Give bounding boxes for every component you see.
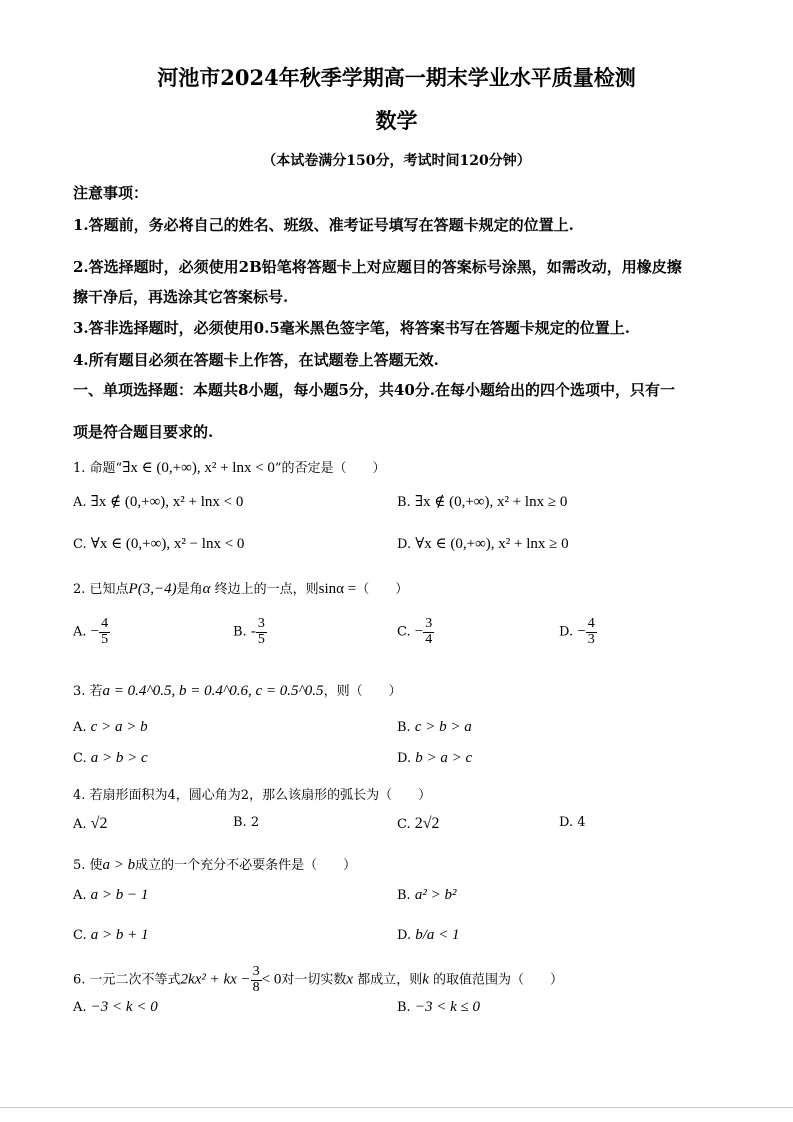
option-d <box>559 617 597 647</box>
question-suffix: ”的否定是（ ） <box>274 461 386 476</box>
question-4: 4. 若扇形面积为4，圆心角为2，那么该扇形的弧长为（ ） <box>73 788 432 803</box>
instruction-item: 2.答选择题时，必须使用2B铅笔将答题卡上对应题目的答案标号涂黑，如需改动，用橡皮擦 <box>73 258 682 276</box>
section-heading: 一、单项选择题：本题共8小题，每小题5分，共40分.在每小题给出的四个选项中，只有一 <box>73 381 675 399</box>
math-variable: x <box>346 971 354 988</box>
option-text: ∀x ∈ (0,+∞), x² + lnx ≥ 0 <box>415 536 569 552</box>
fraction <box>251 965 262 995</box>
option-label: C. <box>397 817 411 832</box>
denominator: 3 <box>587 631 595 647</box>
math-expression: a = 0.4^0.5, b = 0.4^0.6, c = 0.5^0.5 <box>102 683 324 699</box>
option-c <box>73 750 148 767</box>
page-bottom-divider <box>0 1107 793 1108</box>
section-heading-cont: 项是符合题目要求的. <box>73 423 214 441</box>
option-b <box>233 815 259 830</box>
fraction <box>423 617 434 647</box>
option-label: D. <box>397 537 412 552</box>
option-a <box>73 815 107 833</box>
question-prefix: 2. 已知点 <box>73 582 129 597</box>
instruction-item: 3.答非选择题时，必须使用0.5毫米黑色签字笔，将答案书写在答题卡规定的位置上. <box>73 319 630 337</box>
option-text: a² > b² <box>414 887 457 903</box>
option-label: D. <box>397 751 412 766</box>
question-1 <box>73 457 386 477</box>
option-label: B. <box>397 495 411 510</box>
option-label: D. <box>559 624 574 640</box>
option-d <box>559 815 586 830</box>
option-label: A. <box>73 817 87 832</box>
option-d <box>397 927 460 944</box>
option-b <box>397 999 480 1016</box>
option-text: ∃x ∉ (0,+∞), x² + lnx < 0 <box>90 494 244 510</box>
denominator: 5 <box>101 631 109 647</box>
math-variable: k <box>422 971 429 988</box>
question-3 <box>73 680 402 700</box>
option-text: b > a > c <box>415 750 473 766</box>
option-label: B. <box>397 720 411 735</box>
question-text: 终边上的一点，则 <box>214 582 319 597</box>
option-text: c > b > a <box>414 719 472 735</box>
option-sign: − <box>414 623 424 640</box>
option-label: A. <box>73 720 87 735</box>
question-suffix: ，则（ ） <box>323 684 402 699</box>
fraction <box>256 617 267 647</box>
numerator: 3 <box>425 616 433 631</box>
math-expression: ∃x ∈ (0,+∞), x² + lnx < 0 <box>122 460 275 476</box>
option-text: c > a > b <box>90 719 148 735</box>
option-text: √2 <box>90 815 108 832</box>
option-sign: − <box>90 623 100 640</box>
question-suffix: （ ） <box>356 582 409 597</box>
option-a <box>73 492 243 511</box>
option-text: ∃x ∉ (0,+∞), x² + lnx ≥ 0 <box>414 494 568 510</box>
option-label: A. <box>73 495 87 510</box>
instruction-item: 4.所有题目必须在答题卡上作答，在试题卷上答题无效. <box>73 351 439 369</box>
option-d <box>397 534 569 553</box>
math-sin: sinα = <box>318 581 357 597</box>
option-label: A. <box>73 624 87 640</box>
question-prefix: 1. 命题“ <box>73 461 123 476</box>
instruction-item: 擦干净后，再选涂其它答案标号. <box>73 288 289 306</box>
option-label: B. <box>397 1000 411 1015</box>
question-suffix: 成立的一个充分不必要条件是（ ） <box>135 858 357 873</box>
question-6 <box>73 965 563 995</box>
option-a <box>73 617 110 647</box>
denominator: 8 <box>252 979 260 995</box>
question-suffix: 的取值范围为（ ） <box>433 972 564 988</box>
option-c <box>397 815 440 833</box>
option-text: a > b + 1 <box>90 927 149 943</box>
math-expression: a > b <box>102 857 136 873</box>
math-expression: 2kx² + kx − <box>180 971 251 988</box>
option-a <box>73 719 148 736</box>
option-b <box>397 887 456 904</box>
option-c <box>397 617 434 647</box>
option-label: D. 4 <box>559 815 586 830</box>
option-text: −3 < k < 0 <box>90 999 158 1015</box>
option-label: D. <box>397 928 412 943</box>
exam-title: 河池市2024年秋季学期高一期末学业水平质量检测 <box>157 65 636 90</box>
option-c <box>73 534 244 553</box>
option-a <box>73 887 148 904</box>
option-text: −3 < k ≤ 0 <box>414 999 480 1015</box>
option-c <box>73 927 149 944</box>
question-text: 都成立，则 <box>357 972 423 988</box>
option-d <box>397 750 472 767</box>
denominator: 5 <box>257 631 265 647</box>
option-text: a > b > c <box>90 750 148 766</box>
option-text: b/a < 1 <box>415 927 460 943</box>
option-label: C. <box>73 751 87 766</box>
question-2 <box>73 578 408 598</box>
option-label: B. <box>233 624 247 640</box>
numerator: 4 <box>101 616 109 631</box>
option-label: B. <box>397 888 411 903</box>
option-a <box>73 999 158 1016</box>
numerator: 3 <box>252 964 260 979</box>
option-sign: − <box>577 623 586 640</box>
option-b <box>233 617 267 647</box>
question-prefix: 6. 一元二次不等式 <box>73 972 181 988</box>
option-label: C. <box>397 624 411 640</box>
option-label: C. <box>73 928 87 943</box>
exam-note: （本试卷满分150分，考试时间120分钟） <box>262 153 531 169</box>
option-text: a > b − 1 <box>90 887 149 903</box>
question-prefix: 3. 若 <box>73 684 103 699</box>
math-alpha: α <box>202 581 211 597</box>
question-5 <box>73 854 356 874</box>
option-label: B. 2 <box>233 815 260 830</box>
option-text: 2√2 <box>414 815 440 832</box>
option-b <box>397 492 567 511</box>
instruction-item: 1.答题前，务必将自己的姓名、班级、准考证号填写在答题卡规定的位置上. <box>73 216 574 234</box>
fraction <box>586 617 597 647</box>
math-point: P(3,−4) <box>128 581 177 597</box>
option-label: C. <box>73 537 87 552</box>
instructions-heading: 注意事项： <box>73 184 149 202</box>
option-sign: - <box>250 623 256 640</box>
option-b <box>397 719 472 736</box>
math-expression: < 0 <box>261 971 282 988</box>
question-text: 对一切实数 <box>281 972 347 988</box>
subject-title: 数学 <box>375 108 418 133</box>
question-prefix: 5. 使 <box>73 858 103 873</box>
option-label: A. <box>73 888 87 903</box>
question-text: 是角 <box>176 582 203 597</box>
option-label: A. <box>73 1000 87 1015</box>
denominator: 4 <box>425 631 433 647</box>
option-text: ∀x ∈ (0,+∞), x² − lnx < 0 <box>90 536 245 552</box>
numerator: 3 <box>257 616 265 631</box>
numerator: 4 <box>587 616 595 631</box>
fraction <box>99 617 110 647</box>
